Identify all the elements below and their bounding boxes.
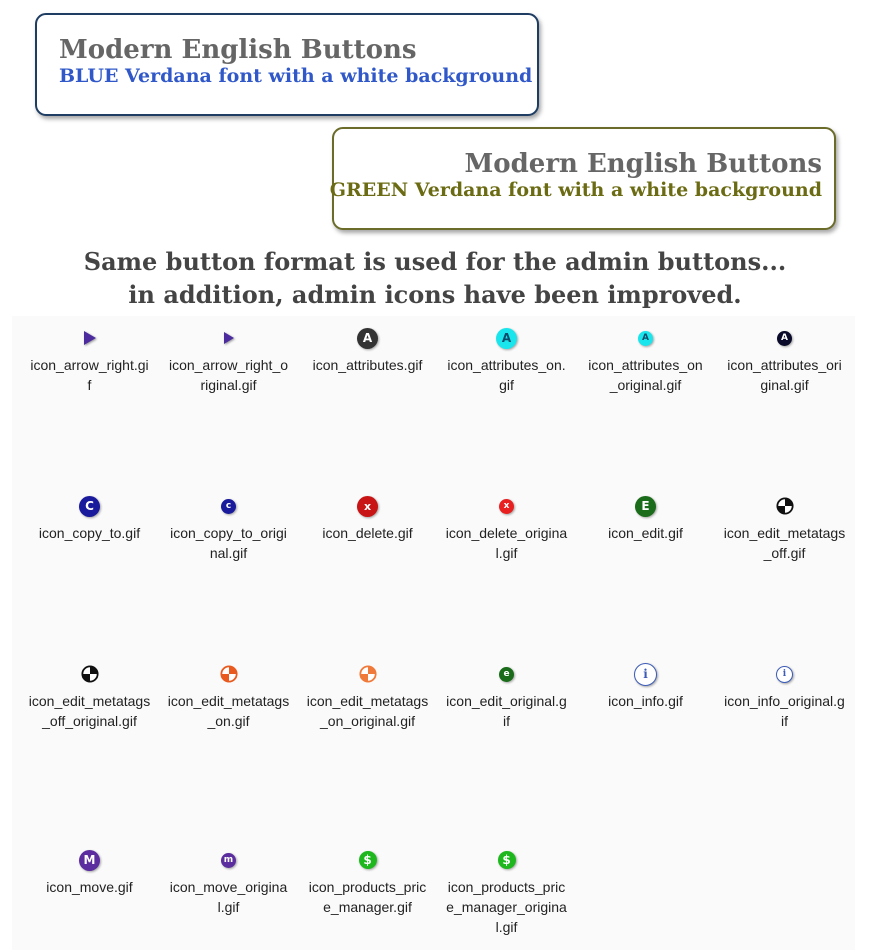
info-icon: i xyxy=(634,663,657,686)
icon-item[interactable] xyxy=(159,324,298,395)
icon-item[interactable] xyxy=(715,492,854,563)
icon-item[interactable] xyxy=(20,324,159,395)
attributes-on-icon: A xyxy=(496,328,517,349)
icon-item[interactable] xyxy=(437,492,576,563)
banner-blue-title: Modern English Buttons xyxy=(59,35,417,65)
icon-item[interactable] xyxy=(159,492,298,563)
icon-item[interactable] xyxy=(20,846,159,897)
icon-item[interactable] xyxy=(159,660,298,731)
icon-filename: icon_move.gif xyxy=(46,879,133,895)
icon-filename: icon_info_original.gif xyxy=(724,693,845,729)
icon-filename: icon_arrow_right_original.gif xyxy=(168,357,289,393)
icon-filename: icon_copy_to.gif xyxy=(38,525,141,541)
icon-filename: icon_copy_to_original.gif xyxy=(170,525,287,561)
icon-item[interactable] xyxy=(298,846,437,917)
icon-filename: icon_delete.gif xyxy=(322,525,413,541)
banner-green xyxy=(329,127,836,230)
arrow-right-icon xyxy=(84,331,96,345)
icon-item[interactable] xyxy=(437,846,576,937)
icon-filename: icon_move_original.gif xyxy=(169,879,288,915)
icon-item[interactable] xyxy=(576,324,715,395)
icon-filename: icon_attributes_on_original.gif xyxy=(588,357,703,393)
icon-filename: icon_delete_original.gif xyxy=(445,525,568,561)
edit-icon: e xyxy=(499,667,514,682)
attributes-on-icon: A xyxy=(638,331,653,346)
edit-icon: E xyxy=(635,496,656,517)
icon-gallery xyxy=(12,316,855,950)
headline-line-1: Same button format is used for the admin buttons... xyxy=(83,247,787,276)
copy-to-icon: c xyxy=(221,499,236,514)
icon-filename: icon_attributes_original.gif xyxy=(727,357,842,393)
icon-item[interactable] xyxy=(576,492,715,543)
metatags-on-icon xyxy=(359,665,377,683)
icon-item[interactable] xyxy=(20,492,159,543)
attributes-icon: A xyxy=(777,331,792,346)
move-icon: m xyxy=(221,853,236,868)
icon-filename: icon_attributes_on.gif xyxy=(447,357,566,393)
icon-item[interactable] xyxy=(715,324,854,395)
icon-item[interactable] xyxy=(437,324,576,395)
arrow-right-icon xyxy=(224,332,234,344)
copy-to-icon: C xyxy=(79,496,100,517)
metatags-off-icon xyxy=(81,665,99,683)
attributes-icon: A xyxy=(357,328,378,349)
delete-icon: x xyxy=(357,496,378,517)
icon-filename: icon_edit_metatags_off.gif xyxy=(723,525,846,561)
price-manager-icon: $ xyxy=(359,851,377,869)
banner-blue-subtitle: BLUE Verdana font with a white background xyxy=(59,65,533,87)
metatags-on-icon xyxy=(220,665,238,683)
banner-green-subtitle: GREEN Verdana font with a white background xyxy=(329,179,822,201)
icon-item[interactable] xyxy=(298,492,437,543)
icon-item[interactable] xyxy=(298,324,437,375)
icon-item[interactable] xyxy=(298,660,437,731)
icon-item[interactable] xyxy=(715,660,854,731)
icon-filename: icon_products_price_manager.gif xyxy=(308,879,427,915)
price-manager-icon: $ xyxy=(498,851,516,869)
icon-filename: icon_edit_metatags_on_original.gif xyxy=(306,693,429,729)
icon-filename: icon_edit.gif xyxy=(608,525,683,541)
move-icon: M xyxy=(79,850,100,871)
delete-icon: x xyxy=(499,499,514,514)
icon-item[interactable] xyxy=(576,660,715,711)
banner-blue xyxy=(35,13,539,116)
icon-filename: icon_info.gif xyxy=(608,693,683,709)
icon-item[interactable] xyxy=(437,660,576,731)
headline-line-2: in addition, admin icons have been improved. xyxy=(128,280,742,309)
icon-filename: icon_edit_original.gif xyxy=(446,693,567,729)
info-icon: i xyxy=(776,666,793,683)
icon-filename: icon_arrow_right.gif xyxy=(30,357,149,393)
icon-item[interactable] xyxy=(20,660,159,731)
banner-green-title: Modern English Buttons xyxy=(464,149,822,179)
icon-filename: icon_edit_metatags_on.gif xyxy=(167,693,290,729)
icon-item[interactable] xyxy=(159,846,298,917)
icon-filename: icon_edit_metatags_off_original.gif xyxy=(28,693,151,729)
icon-filename: icon_attributes.gif xyxy=(312,357,423,373)
icon-filename: icon_products_price_manager_original.gif xyxy=(446,879,567,935)
metatags-off-icon xyxy=(776,497,794,515)
